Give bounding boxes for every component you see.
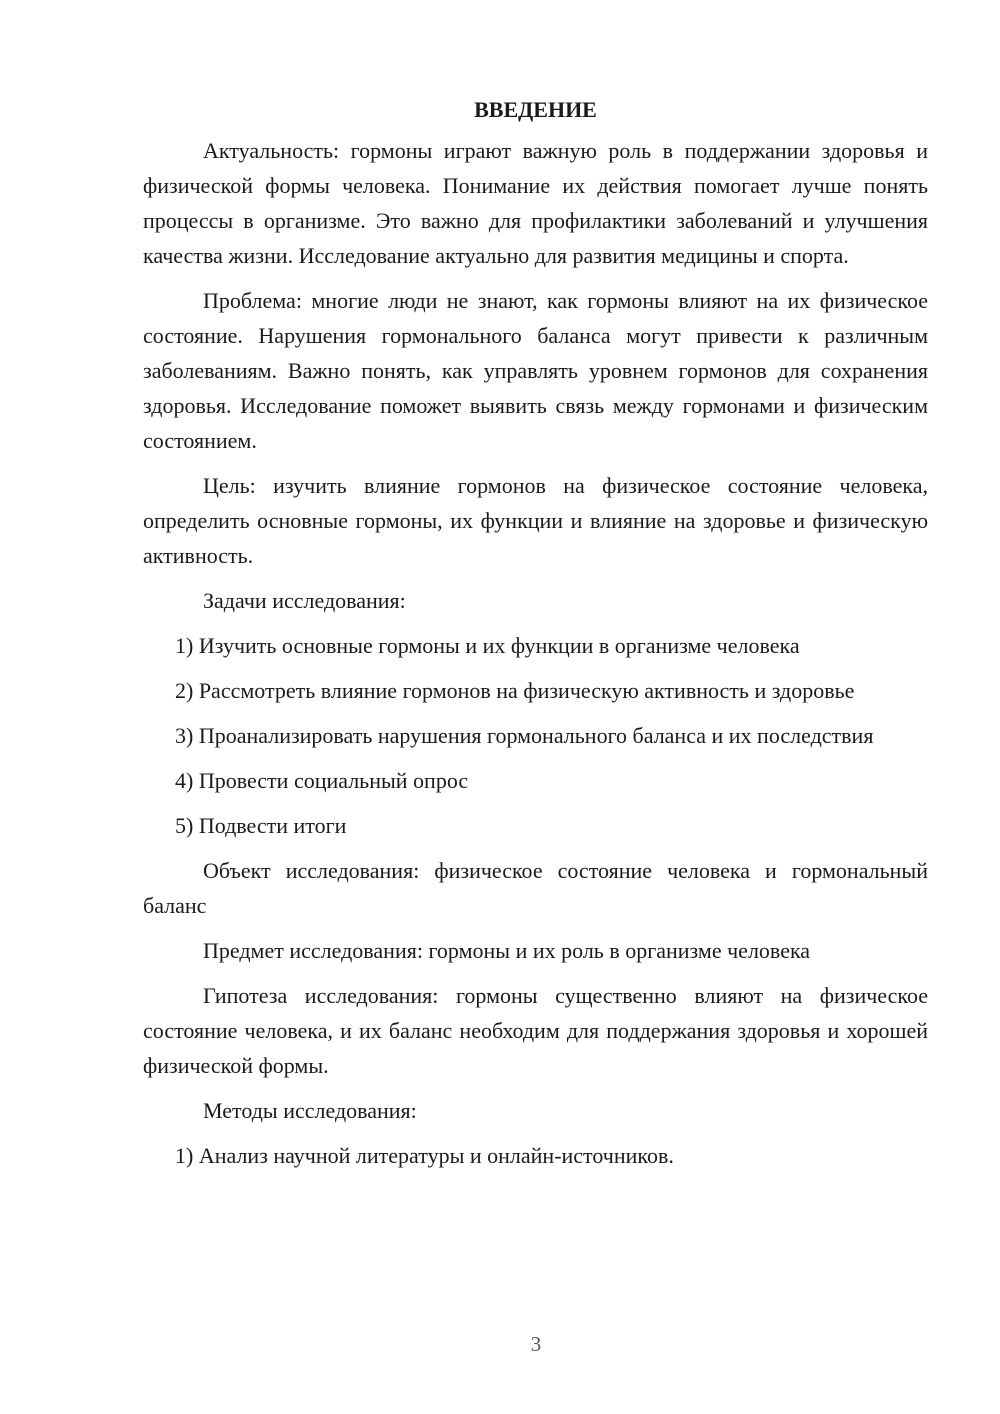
relevance-paragraph: Актуальность: гормоны играют важную роль в поддержании здоровья и физической формы человека. Понимание их действия помогает лучше понять процессы в организме. Это важно для профилактики заболеваний и улучшения качества жизни. Исследование актуально для развития медицины и спорта.	[143, 138, 928, 268]
task-item: 2) Рассмотреть влияние гормонов на физическую активность и здоровье	[175, 678, 855, 703]
subject-paragraph: Предмет исследования: гормоны и их роль в организме человека	[203, 938, 811, 963]
task-item: 3) Проанализировать нарушения гормонального баланса и их последствия	[175, 723, 874, 748]
object-paragraph: Объект исследования: физическое состояние человека и гормональный баланс	[143, 858, 928, 918]
page-content	[143, 92, 928, 1183]
task-item: 1) Изучить основные гормоны и их функции в организме человека	[175, 633, 800, 658]
problem-paragraph: Проблема: многие люди не знают, как гормоны влияют на их физическое состояние. Нарушения гормонального баланса могут привести к различным заболеваниям. Важно понять, как управлять уровнем гормонов для сохранения здоровья. Исследование поможет выявить связь между гормонами и физическим состоянием.	[143, 288, 928, 453]
methods-heading: Методы исследования:	[203, 1098, 417, 1123]
tasks-heading: Задачи исследования:	[203, 588, 406, 613]
page-number: 3	[530, 1332, 542, 1356]
task-item: 4) Провести социальный опрос	[175, 768, 469, 793]
goal-paragraph: Цель: изучить влияние гормонов на физическое состояние человека, определить основные гормоны, их функции и влияние на здоровье и физическую активность.	[143, 473, 928, 568]
task-item: 5) Подвести итоги	[175, 813, 347, 838]
hypothesis-paragraph: Гипотеза исследования: гормоны существенно влияют на физическое состояние человека, и их баланс необходим для поддержания здоровья и хорошей физической формы.	[143, 983, 928, 1078]
method-item: 1) Анализ научной литературы и онлайн-источников.	[175, 1143, 674, 1168]
page-title: ВВЕДЕНИЕ	[474, 97, 597, 122]
